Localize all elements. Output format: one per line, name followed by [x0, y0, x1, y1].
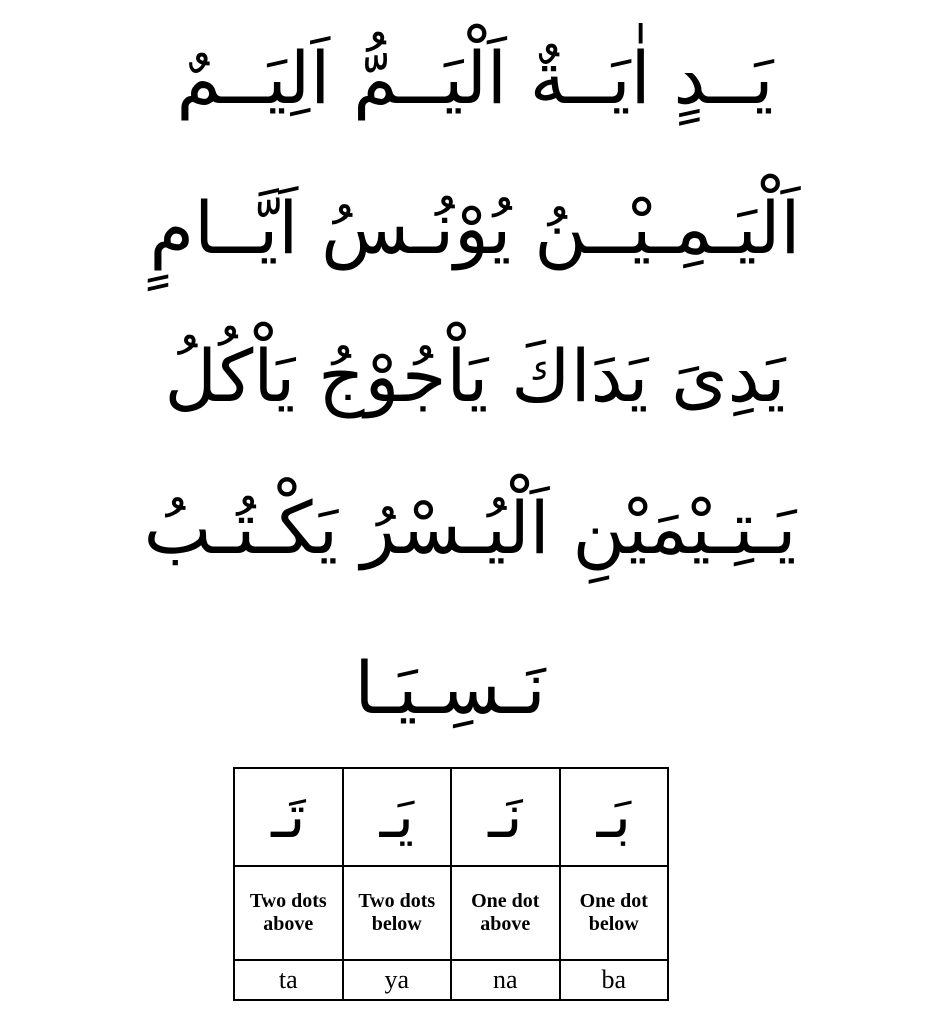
glyph-cell-na: نَـ [451, 768, 560, 866]
letter-name-row [234, 960, 668, 1000]
desc-cell-ba [560, 866, 669, 960]
desc-cell-ta [234, 866, 343, 960]
desc-ta-line1: Two dots [249, 890, 327, 912]
arabic-line-1: يَــدٍ اٰيَــةٌ اَلْيَــمُّ اَلِيَــمٌ [176, 36, 774, 120]
glyph-row [234, 768, 668, 866]
name-cell-ya: ya [343, 960, 452, 1000]
arabic-line-3: يَدِىَ يَدَاكَ يَاْجُوْجُ يَاْكُلُ [164, 334, 786, 418]
desc-ta-line2: above [263, 913, 314, 935]
name-cell-na: na [451, 960, 560, 1000]
desc-cell-ya [343, 866, 452, 960]
desc-ba-line2: below [588, 913, 639, 935]
glyph-cell-ya: يَـ [343, 768, 452, 866]
desc-cell-na [451, 866, 560, 960]
arabic-line-4: يَـتِـيْمَيْنِ اَلْيُـسْرُ يَكْـتُـبُ [143, 486, 797, 570]
letter-reference-table [233, 767, 669, 1001]
name-cell-ta: ta [234, 960, 343, 1000]
arabic-line-2: اَلْيَـمِـيْــنُ يُوْنُـسُ اَيَّــامٍ [149, 186, 801, 270]
glyph-cell-ta: تَـ [234, 768, 343, 866]
description-row [234, 866, 668, 960]
desc-na-line1: One dot [471, 890, 540, 912]
arabic-line-5: نَـسِـيَـا [354, 646, 546, 730]
desc-ba-line1: One dot [579, 890, 648, 912]
glyph-cell-ba: بَـ [560, 768, 669, 866]
desc-na-line2: above [480, 913, 531, 935]
desc-ya-line2: below [371, 913, 422, 935]
name-cell-ba: ba [560, 960, 669, 1000]
desc-ya-line1: Two dots [358, 890, 436, 912]
